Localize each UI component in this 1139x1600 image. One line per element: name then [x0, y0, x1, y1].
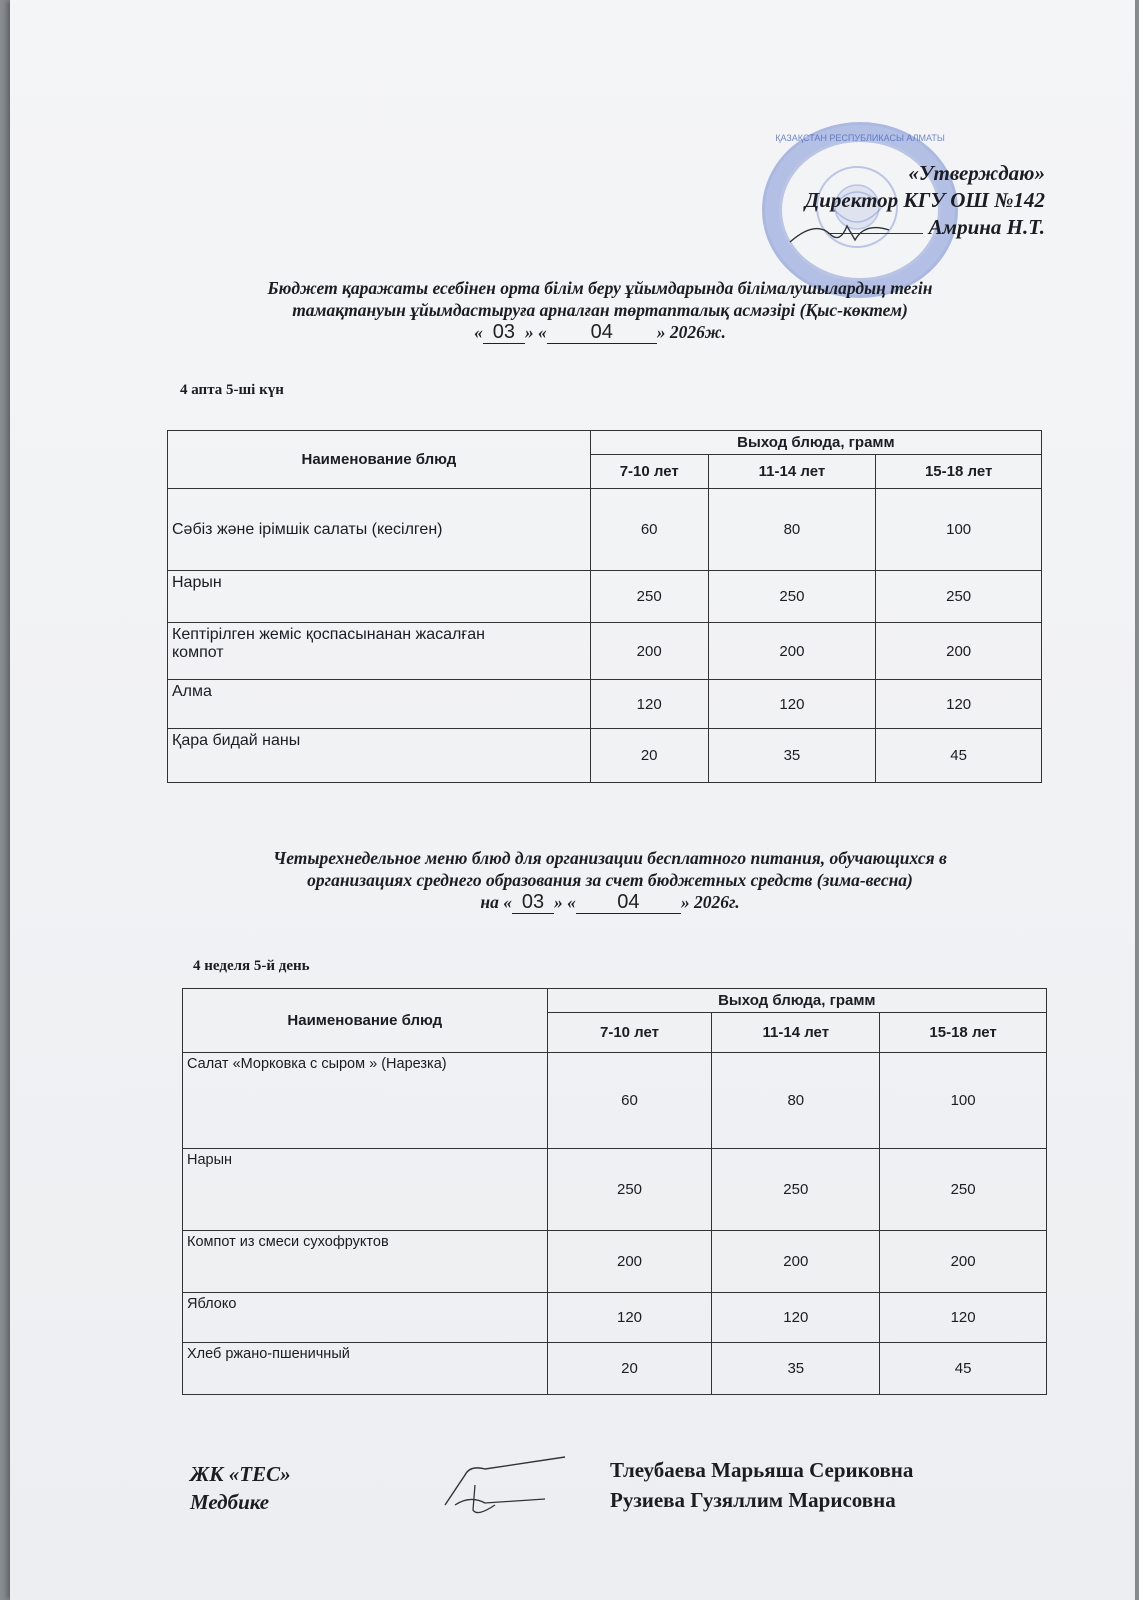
- portion-value: 45: [876, 729, 1042, 783]
- portion-value: 60: [590, 489, 708, 571]
- dish-name: Алма: [168, 680, 591, 729]
- portion-value: 250: [880, 1149, 1047, 1231]
- portion-value: 120: [880, 1293, 1047, 1343]
- kz-menu-table: [167, 430, 1042, 783]
- ru-title-line2: организациях среднего образования за счет бюджетных средств (зима-весна): [307, 870, 913, 890]
- portion-value: 120: [708, 680, 876, 729]
- dish-name: Компот из смеси сухофруктов: [183, 1231, 548, 1293]
- kz-age-header: 15-18 лет: [876, 455, 1042, 489]
- ru-date: на « 03 » « 04 » 2026г.: [480, 891, 740, 913]
- kz-week-label: 4 апта 5-ші күн: [180, 382, 284, 398]
- portion-value: 120: [876, 680, 1042, 729]
- ru-menu-heading: [150, 847, 1070, 914]
- approval-name: Амрина Н.Т.: [928, 215, 1045, 239]
- director-signature: [785, 212, 895, 252]
- dish-name: Қара бидай наны: [168, 729, 591, 783]
- kz-age-header: 7-10 лет: [590, 455, 708, 489]
- portion-value: 120: [590, 680, 708, 729]
- footer-role: Медбике: [190, 1490, 270, 1514]
- approval-position: Директор КГУ ОШ №142: [804, 188, 1045, 212]
- portion-value: 250: [708, 571, 876, 623]
- portion-value: 200: [590, 623, 708, 680]
- table-row: [168, 680, 1042, 729]
- footer-org-block: [190, 1460, 291, 1516]
- kz-col-group-header: Выход блюда, грамм: [590, 431, 1041, 455]
- dish-name: Яблоко: [183, 1293, 548, 1343]
- ru-date-day: 03: [512, 891, 554, 914]
- portion-value: 200: [876, 623, 1042, 680]
- ru-col-name-header: Наименование блюд: [183, 989, 548, 1053]
- portion-value: 250: [712, 1149, 880, 1231]
- portion-value: 60: [547, 1053, 712, 1149]
- portion-value: 250: [876, 571, 1042, 623]
- kz-col-name-header: Наименование блюд: [168, 431, 591, 489]
- portion-value: 100: [880, 1053, 1047, 1149]
- kz-date: « 03 » « 04 » 2026ж.: [474, 321, 726, 343]
- ru-age-header: 7-10 лет: [547, 1013, 712, 1053]
- table-row: [168, 623, 1042, 680]
- ru-col-group-header: Выход блюда, грамм: [547, 989, 1046, 1013]
- portion-value: 120: [547, 1293, 712, 1343]
- portion-value: 120: [712, 1293, 880, 1343]
- portion-value: 200: [880, 1231, 1047, 1293]
- table-row: [183, 1053, 1047, 1149]
- kz-date-day: 03: [483, 321, 525, 344]
- portion-value: 45: [880, 1343, 1047, 1395]
- approval-title: «Утверждаю»: [908, 161, 1045, 185]
- kz-title-line2: тамақтануын ұйымдастыруға арналған төртапталық асмәзірі (Қыс-көктем): [292, 300, 908, 320]
- ru-menu-table: [182, 988, 1047, 1395]
- footer-org: ЖК «ТЕС»: [190, 1462, 291, 1486]
- footer-name-1: Тлеубаева Марьяша Сериковна: [610, 1458, 914, 1482]
- footer-name-2: Рузиева Гузяллим Марисовна: [610, 1488, 896, 1512]
- dish-name: Нарын: [168, 571, 591, 623]
- portion-value: 250: [590, 571, 708, 623]
- stamp-text: ҚАЗАҚСТАН РЕСПУБЛИКАСЫ АЛМАТЫ: [775, 133, 945, 143]
- portion-value: 200: [708, 623, 876, 680]
- kz-title-line1: Бюджет қаражаты есебінен орта білім беру ұйымдарында білімалушылардың тегін: [267, 278, 933, 298]
- table-row: [183, 1149, 1047, 1231]
- nurse-signature: [425, 1455, 595, 1525]
- portion-value: 200: [712, 1231, 880, 1293]
- portion-value: 20: [590, 729, 708, 783]
- dish-name: Хлеб ржано-пшеничный: [183, 1343, 548, 1395]
- portion-value: 20: [547, 1343, 712, 1395]
- table-row: [168, 489, 1042, 571]
- portion-value: 80: [712, 1053, 880, 1149]
- portion-value: 80: [708, 489, 876, 571]
- kz-date-month: 04: [547, 321, 657, 344]
- table-row: [183, 1343, 1047, 1395]
- table-row: [168, 729, 1042, 783]
- portion-value: 200: [547, 1231, 712, 1293]
- dish-name: Салат «Морковка с сыром » (Нарезка): [183, 1053, 548, 1149]
- dish-name: Сәбіз және ірімшік салаты (кесілген): [168, 489, 591, 571]
- kz-age-header: 11-14 лет: [708, 455, 876, 489]
- document-page: [10, 0, 1135, 1600]
- ru-title-line1: Четырехнедельное меню блюд для организации бесплатного питания, обучающихся в: [273, 848, 947, 868]
- table-row: [183, 1293, 1047, 1343]
- ru-week-label: 4 неделя 5-й день: [193, 958, 310, 974]
- table-row: [183, 1231, 1047, 1293]
- portion-value: 35: [712, 1343, 880, 1395]
- ru-age-header: 11-14 лет: [712, 1013, 880, 1053]
- ru-date-month: 04: [576, 891, 681, 914]
- dish-name: Кептірілген жеміс қоспасынанан жасалған компот: [168, 623, 591, 680]
- portion-value: 250: [547, 1149, 712, 1231]
- footer-names-block: [610, 1455, 913, 1515]
- table-row: [168, 571, 1042, 623]
- portion-value: 35: [708, 729, 876, 783]
- kz-menu-heading: [150, 277, 1050, 344]
- dish-name: Нарын: [183, 1149, 548, 1231]
- portion-value: 100: [876, 489, 1042, 571]
- ru-age-header: 15-18 лет: [880, 1013, 1047, 1053]
